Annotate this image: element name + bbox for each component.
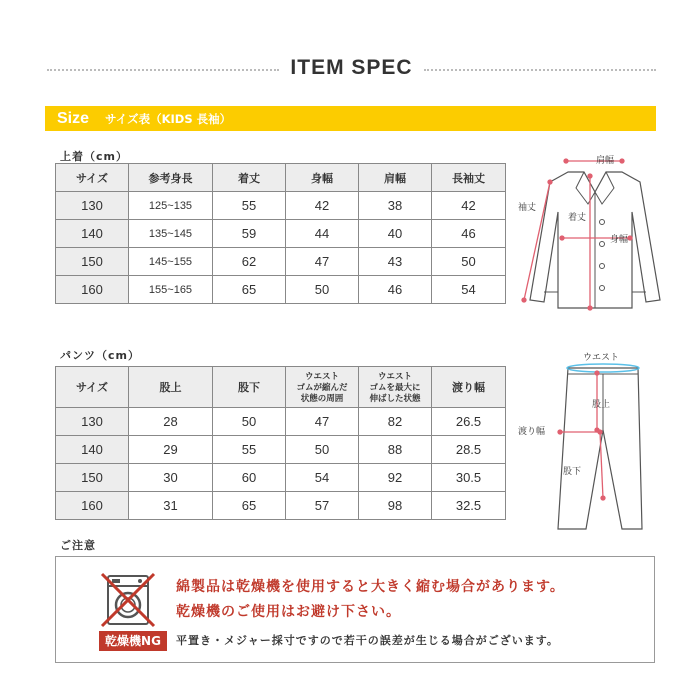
header-divider-left: [47, 69, 279, 71]
column-header: 股下: [213, 367, 286, 408]
table-cell: 98: [359, 492, 432, 520]
length-label: 着丈: [568, 213, 587, 223]
size-banner: [45, 106, 656, 131]
size-banner-title: Size: [57, 109, 90, 127]
table-cell: 92: [359, 464, 432, 492]
page-title: ITEM SPEC: [290, 56, 413, 79]
header-line: ゴムを最大に: [369, 381, 421, 392]
header-line: ゴムが縮んだ: [296, 381, 348, 392]
dryer-ng-badge: 乾燥機NG: [99, 631, 167, 651]
table-cell: 43: [359, 248, 432, 276]
waist-label: ウエスト: [583, 353, 620, 363]
table-cell: 50: [213, 408, 286, 436]
shirt-measurement-diagram: [510, 152, 685, 320]
table-cell: 65: [213, 276, 286, 304]
pants-measurement-diagram: [510, 348, 685, 533]
table-cell: 42: [432, 192, 506, 220]
table-cell: 145~155: [129, 248, 213, 276]
table-row: [56, 248, 506, 276]
table-cell: 57: [286, 492, 359, 520]
table-cell: 44: [286, 220, 359, 248]
size-cell: 140: [56, 220, 129, 248]
size-cell: 150: [56, 248, 129, 276]
table-row: [56, 492, 506, 520]
table-cell: 50: [432, 248, 506, 276]
table-cell: 65: [213, 492, 286, 520]
column-header: 参考身長: [129, 164, 213, 192]
table-cell: 32.5: [432, 492, 506, 520]
size-cell: 160: [56, 276, 129, 304]
header-line: ウエスト: [304, 370, 339, 381]
table-row: [56, 436, 506, 464]
column-header: 渡り幅: [432, 367, 506, 408]
table-header-row: [56, 164, 506, 192]
size-cell: 160: [56, 492, 129, 520]
measurement-disclaimer: 平置き・メジャー採寸ですので若干の誤差が生じる場合がございます。: [176, 634, 559, 647]
notes-box: [55, 556, 655, 663]
column-header: 長袖丈: [432, 164, 506, 192]
table-cell: 125~135: [129, 192, 213, 220]
sleeve-label: 袖丈: [518, 203, 537, 213]
header-divider-right: [424, 69, 656, 71]
no-dryer-icon: [98, 570, 158, 630]
table-cell: 30.5: [432, 464, 506, 492]
size-cell: 140: [56, 436, 129, 464]
table-row: [56, 464, 506, 492]
table-row: [56, 220, 506, 248]
table-cell: 155~165: [129, 276, 213, 304]
table-cell: 62: [213, 248, 286, 276]
size-cell: 130: [56, 408, 129, 436]
top-table-caption: 上着（cm）: [60, 150, 128, 163]
table-cell: 46: [359, 276, 432, 304]
column-header: サイズ: [56, 367, 129, 408]
table-cell: 31: [129, 492, 213, 520]
table-cell: 135~145: [129, 220, 213, 248]
shoulder-label: 肩幅: [596, 156, 615, 166]
table-header-row: [56, 367, 506, 408]
column-header-waist-relaxed: [286, 367, 359, 408]
table-cell: 54: [286, 464, 359, 492]
table-cell: 88: [359, 436, 432, 464]
warning-text-avoid-dryer: 乾燥機のご使用はお避け下さい。: [176, 604, 401, 620]
header-line: 状態の周囲: [300, 392, 344, 403]
table-cell: 55: [213, 192, 286, 220]
header-line: ウエスト: [377, 370, 412, 381]
table-cell: 28: [129, 408, 213, 436]
pants-table-caption: パンツ（cm）: [60, 349, 140, 362]
column-header: 着丈: [213, 164, 286, 192]
table-cell: 40: [359, 220, 432, 248]
table-cell: 59: [213, 220, 286, 248]
column-header: 股上: [129, 367, 213, 408]
table-cell: 46: [432, 220, 506, 248]
table-cell: 38: [359, 192, 432, 220]
table-cell: 42: [286, 192, 359, 220]
size-banner-subtitle: サイズ表（KIDS 長袖）: [105, 111, 232, 126]
pants-size-table: [55, 366, 506, 520]
table-cell: 82: [359, 408, 432, 436]
size-cell: 150: [56, 464, 129, 492]
rise-label: 股上: [592, 400, 611, 410]
table-row: [56, 408, 506, 436]
thigh-label: 渡り幅: [518, 427, 546, 437]
size-cell: 130: [56, 192, 129, 220]
table-cell: 29: [129, 436, 213, 464]
table-cell: 30: [129, 464, 213, 492]
column-header: サイズ: [56, 164, 129, 192]
warning-text-shrink: 綿製品は乾燥機を使用すると大きく縮む場合があります。: [176, 579, 565, 595]
table-cell: 54: [432, 276, 506, 304]
top-size-table: [55, 163, 506, 304]
column-header: 身幅: [286, 164, 359, 192]
notes-caption: ご注意: [60, 539, 96, 552]
table-row: [56, 276, 506, 304]
column-header-waist-stretched: [359, 367, 432, 408]
table-cell: 28.5: [432, 436, 506, 464]
table-cell: 50: [286, 276, 359, 304]
table-cell: 50: [286, 436, 359, 464]
table-cell: 55: [213, 436, 286, 464]
table-cell: 26.5: [432, 408, 506, 436]
column-header: 肩幅: [359, 164, 432, 192]
table-cell: 60: [213, 464, 286, 492]
width-label: 身幅: [610, 235, 629, 245]
table-cell: 47: [286, 408, 359, 436]
pants-outline-icon: [558, 368, 642, 529]
table-cell: 47: [286, 248, 359, 276]
inseam-label: 股下: [563, 467, 582, 477]
table-row: [56, 192, 506, 220]
header-line: 伸ばした状態: [369, 392, 421, 403]
